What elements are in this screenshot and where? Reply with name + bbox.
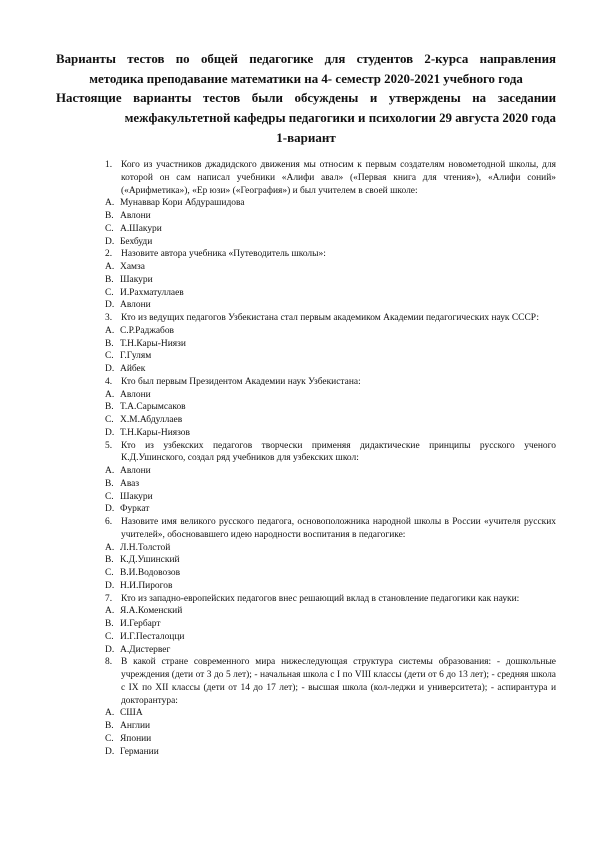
question — [56, 312, 556, 325]
option-text: Т.А.Сарымсаков — [120, 402, 186, 413]
option-letter: D. — [105, 504, 115, 515]
option-text: В.И.Водовозов — [120, 568, 181, 578]
answer-option — [56, 389, 556, 402]
option-text: С.Р.Раджабов — [120, 325, 175, 336]
option-letter: B. — [105, 402, 114, 413]
question-list — [56, 159, 556, 758]
option-letter: A. — [105, 262, 115, 272]
question-number: 7. — [105, 593, 113, 604]
question-text: Назовите имя великого русского педагога, основоположника народной школы в России «учителя русских учителей», обосновавшего идею народности воспитания в педагогике: — [121, 517, 556, 540]
answer-option — [56, 503, 556, 516]
option-text: Авлони — [120, 211, 151, 221]
option-letter: A. — [105, 389, 115, 400]
option-letter: C. — [105, 223, 114, 234]
option-letter: B. — [105, 211, 114, 221]
option-letter: C. — [105, 287, 114, 298]
option-text: Бехбуди — [120, 236, 153, 247]
header-line-2: методика преподавание математики на 4- семестр 2020-2021 учебного года — [89, 71, 523, 86]
option-text: Я.А.Коменский — [120, 606, 183, 617]
variant-title: 1-вариант — [276, 130, 336, 145]
option-text: И.Рахматуллаев — [120, 287, 184, 298]
answer-option — [56, 350, 556, 363]
option-text: А.Дистервег — [120, 644, 171, 655]
option-letter: B. — [105, 721, 114, 731]
option-letter: B. — [105, 555, 114, 566]
answer-option — [56, 733, 556, 746]
answer-option — [56, 491, 556, 504]
question — [56, 159, 556, 197]
option-letter: D. — [105, 644, 115, 655]
option-letter: D. — [105, 746, 115, 757]
question-text: Кого из участников джадидского движения мы относим к первым создателям новометодной школы, для которой он сам написал учебники «Алифи авал» («Первая книга для чтения»), «Алифи соний» («Арифметика»), «Ер юзи» («География») и был учителем в своей школе: — [121, 160, 556, 196]
option-letter: D. — [105, 364, 115, 374]
option-text: К.Д.Ушинский — [120, 555, 180, 566]
question — [56, 516, 556, 542]
answer-option — [56, 287, 556, 300]
option-letter: B. — [105, 619, 114, 629]
answer-option — [56, 542, 556, 555]
question-number: 2. — [105, 249, 113, 260]
answer-option — [56, 325, 556, 338]
option-letter: C. — [105, 491, 114, 502]
option-letter: B. — [105, 478, 114, 489]
answer-option — [56, 746, 556, 759]
answer-option — [56, 618, 556, 631]
option-text: Л.Н.Толстой — [120, 542, 171, 553]
option-text: Германии — [120, 746, 159, 757]
option-letter: A. — [105, 708, 115, 719]
option-text: Айбек — [120, 364, 146, 374]
option-text: Н.И.Пирогов — [120, 580, 173, 591]
answer-option — [56, 631, 556, 644]
option-text: И.Гербарт — [120, 619, 161, 629]
question-text: Кто из западно-европейских педагогов внес решающий вклад в становление педагогики как науки: — [121, 593, 520, 604]
option-text: Авлони — [120, 300, 151, 311]
answer-option — [56, 644, 556, 657]
question — [56, 440, 556, 466]
answer-option — [56, 720, 556, 733]
question-number: 1. — [105, 160, 113, 170]
option-text: Т.Н.Кары-Ниязи — [120, 338, 186, 349]
question-number: 5. — [105, 440, 113, 451]
question-text: Кто из ведущих педагогов Узбекистана стал первым академиком Академии педагогических наук СССР: — [121, 313, 539, 323]
option-text: Хамза — [120, 262, 145, 272]
option-text: А.Шакури — [120, 223, 162, 234]
answer-option — [56, 197, 556, 210]
answer-option — [56, 274, 556, 287]
header-line-1: Варианты тестов по общей педагогике для студентов 2-курса направления — [56, 52, 556, 66]
question-text: Кто был первым Президентом Академии наук Узбекистана: — [121, 376, 361, 387]
option-letter: B. — [105, 338, 114, 349]
question — [56, 593, 556, 606]
option-letter: C. — [105, 733, 114, 744]
answer-option — [56, 605, 556, 618]
document-header — [56, 50, 556, 128]
option-text: Х.М.Абдуллаев — [120, 415, 183, 425]
option-letter: A. — [105, 606, 115, 617]
option-letter: D. — [105, 236, 115, 247]
question-number: 6. — [105, 517, 113, 527]
option-letter: C. — [105, 568, 114, 578]
answer-option — [56, 338, 556, 351]
answer-option — [56, 210, 556, 223]
option-letter: B. — [105, 274, 114, 285]
question — [56, 248, 556, 261]
header-line-4: межфакультетной кафедры педагогики и психологии 29 августа 2020 года — [124, 110, 556, 125]
answer-option — [56, 465, 556, 478]
option-letter: D. — [105, 427, 115, 438]
option-text: Шакури — [120, 274, 153, 285]
option-text: Шакури — [120, 491, 153, 502]
answer-option — [56, 299, 556, 312]
option-text: И.Г.Песталоцци — [120, 631, 185, 642]
answer-option — [56, 478, 556, 491]
question-number: 8. — [105, 657, 113, 668]
option-letter: C. — [105, 351, 114, 362]
answer-option — [56, 707, 556, 720]
answer-option — [56, 363, 556, 376]
answer-option — [56, 223, 556, 236]
option-text: Г.Гулям — [120, 351, 152, 362]
option-text: Аваз — [120, 478, 140, 489]
question — [56, 656, 556, 707]
question — [56, 376, 556, 389]
answer-option — [56, 261, 556, 274]
option-text: Т.Н.Кары-Ниязов — [120, 427, 190, 438]
option-text: США — [120, 708, 143, 719]
answer-option — [56, 401, 556, 414]
answer-option — [56, 580, 556, 593]
question-text: Назовите автора учебника «Путеводитель школы»: — [121, 249, 326, 260]
option-text: Авлони — [120, 389, 151, 400]
option-letter: D. — [105, 580, 115, 591]
header-line-3: Настоящие варианты тестов были обсуждены и утверждены на заседании — [56, 91, 556, 105]
answer-option — [56, 554, 556, 567]
option-letter: A. — [105, 325, 115, 336]
answer-option — [56, 427, 556, 440]
option-letter: A. — [105, 466, 115, 476]
option-letter: A. — [105, 198, 115, 209]
question-text: Кто из узбекских педагогов творчески применяя дидактические принципы русского ученого К.Д.Ушинского, создал ряд учебников для узбекских школ: — [121, 440, 556, 464]
question-number: 3. — [105, 313, 113, 323]
option-letter: A. — [105, 542, 115, 553]
answer-option — [56, 567, 556, 580]
option-letter: C. — [105, 631, 114, 642]
option-letter: C. — [105, 415, 114, 425]
answer-option — [56, 414, 556, 427]
question-number: 4. — [105, 376, 113, 387]
answer-option — [56, 236, 556, 249]
option-text: Авлони — [120, 466, 151, 476]
option-text: Мунаввар Кори Абдурашидова — [120, 198, 245, 209]
question-text: В какой стране современного мира нижеследующая структура системы образования: - дошкольные учреждения (дети от 3 до 5 лет); - начальная школа с I по VIII классы (дети от 6 до 13 лет); - средняя школа с IX по XII классы (дети от 14 до 17 лет); - высшая школа (кол-леджи и университета); - аспирантура и докторантура: — [121, 657, 556, 706]
option-letter: D. — [105, 300, 115, 311]
option-text: Фуркат — [120, 504, 150, 515]
option-text: Японии — [120, 733, 152, 744]
option-text: Англии — [120, 721, 151, 731]
